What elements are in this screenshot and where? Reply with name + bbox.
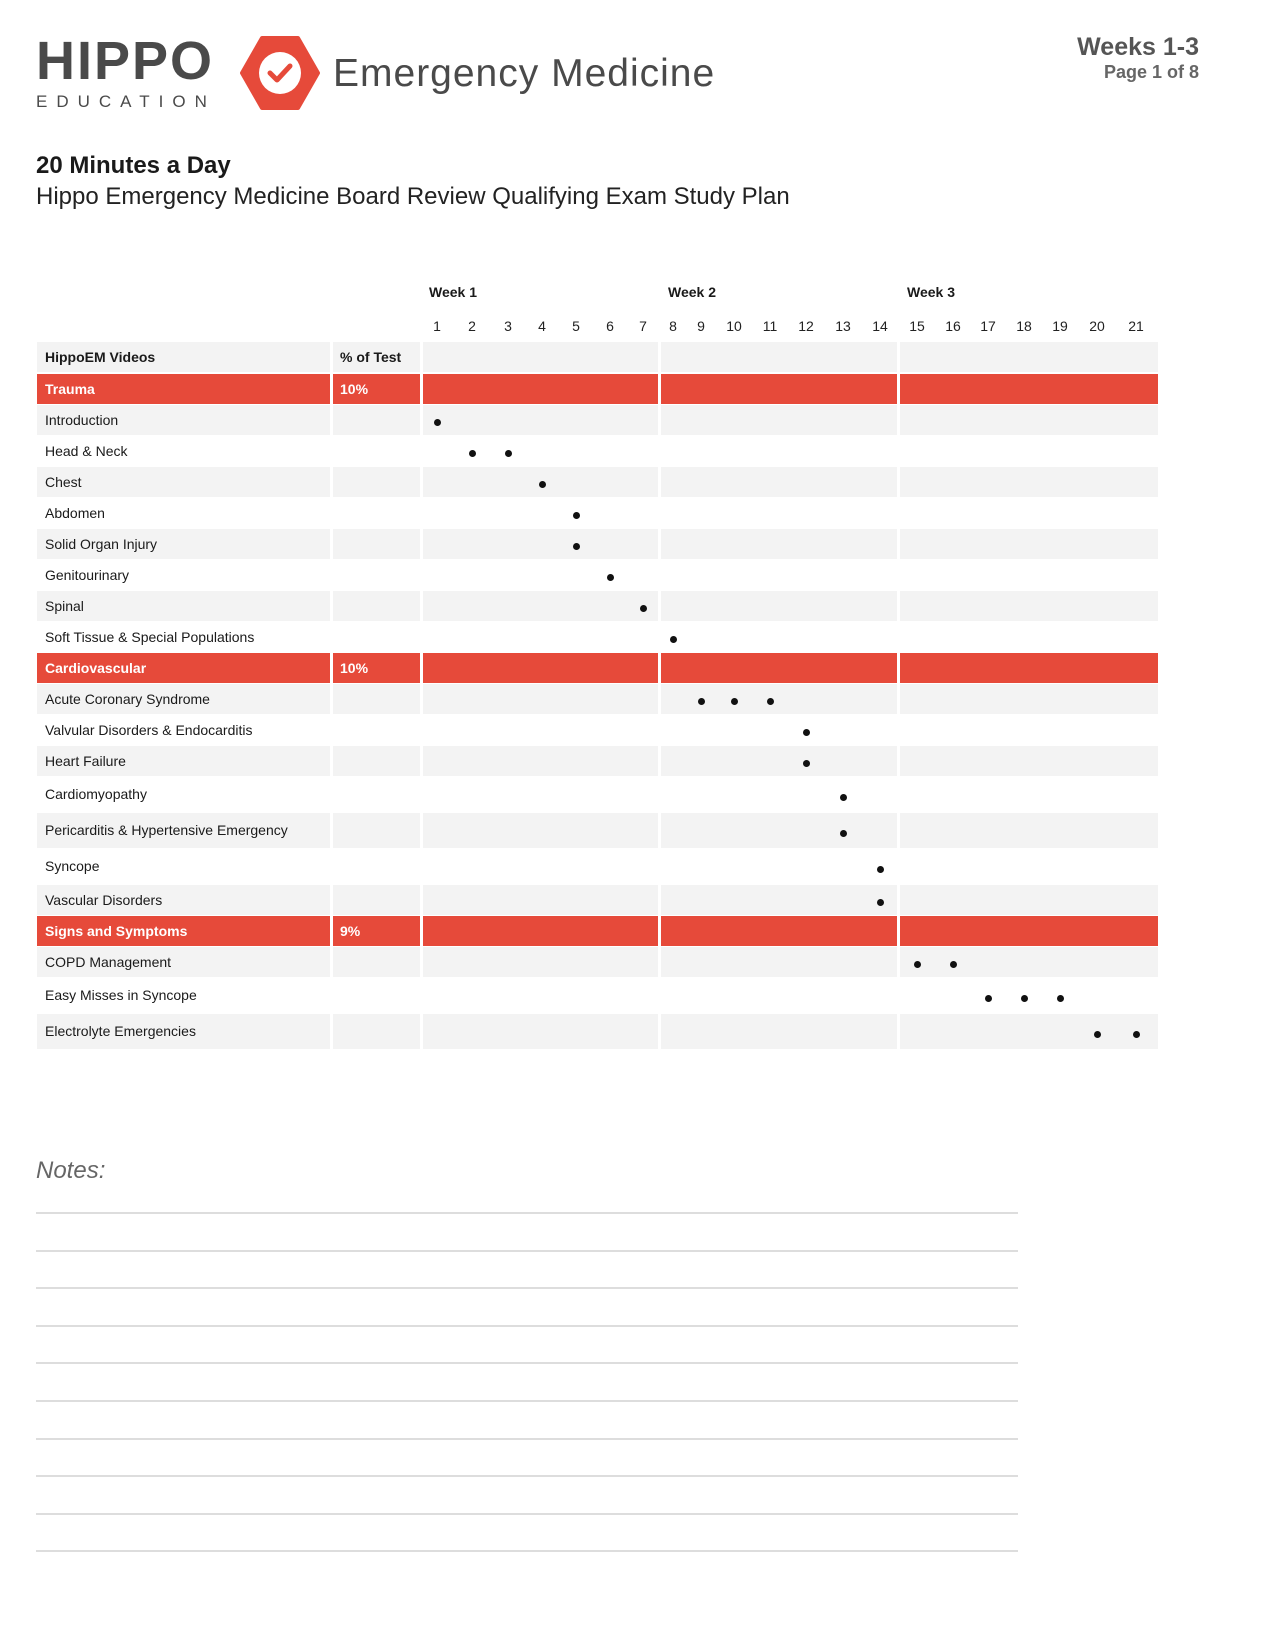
week-cell xyxy=(661,849,897,884)
week-cell xyxy=(661,591,897,621)
hippo-education-logo xyxy=(36,31,216,112)
week-cell xyxy=(900,916,1158,946)
scheduled-day-dot xyxy=(803,729,810,736)
video-title: Abdomen xyxy=(45,505,105,521)
week-cell xyxy=(900,529,1158,559)
page-number: Page 1 of 8 xyxy=(1103,62,1199,82)
page-subtitle: Hippo Emergency Medicine Board Review Qualifying Exam Study Plan xyxy=(36,183,790,210)
percent-cell xyxy=(333,1014,420,1049)
scheduled-day-dot xyxy=(767,698,774,705)
day-number: 15 xyxy=(909,318,925,334)
week-cell xyxy=(900,849,1158,884)
percent-cell xyxy=(333,885,420,915)
scheduled-day-dot xyxy=(1133,1031,1140,1038)
percent-cell xyxy=(333,560,420,590)
week-cell xyxy=(423,591,658,621)
week-cell xyxy=(900,374,1158,404)
note-line xyxy=(36,1287,1018,1289)
note-line xyxy=(36,1212,1018,1214)
day-number: 13 xyxy=(835,318,851,334)
scheduled-day-dot xyxy=(950,961,957,968)
day-number: 5 xyxy=(572,318,580,334)
day-number: 3 xyxy=(504,318,512,334)
week-cell xyxy=(661,1014,897,1049)
week-cell xyxy=(423,715,658,745)
video-title: Head & Neck xyxy=(45,443,128,459)
video-title: Pericarditis & Hypertensive Emergency xyxy=(45,822,288,838)
week-label: Week 2 xyxy=(668,284,716,300)
brand-name: Emergency Medicine xyxy=(333,52,716,95)
week-cell xyxy=(661,715,897,745)
video-title: Solid Organ Injury xyxy=(45,536,158,552)
scheduled-day-dot xyxy=(803,760,810,767)
week-cell xyxy=(900,653,1158,683)
note-line xyxy=(36,1362,1018,1364)
section-title: Trauma xyxy=(45,381,95,397)
week-cell xyxy=(423,978,658,1013)
percent-cell xyxy=(333,405,420,435)
week-cell xyxy=(661,498,897,528)
logo-subtitle: EDUCATION xyxy=(36,92,216,111)
video-title: COPD Management xyxy=(45,954,172,970)
section-title: Cardiovascular xyxy=(45,660,147,676)
day-number: 10 xyxy=(726,318,742,334)
percent-cell xyxy=(333,529,420,559)
day-number: 1 xyxy=(433,318,441,334)
scheduled-day-dot xyxy=(1094,1031,1101,1038)
week-cell xyxy=(423,529,658,559)
week-cell xyxy=(900,777,1158,812)
note-line xyxy=(36,1475,1018,1477)
scheduled-day-dot xyxy=(1057,995,1064,1002)
video-title: Heart Failure xyxy=(45,753,126,769)
test-percent: % of Test xyxy=(340,349,402,365)
week-cell xyxy=(423,885,658,915)
day-number: 8 xyxy=(669,318,677,334)
scheduled-day-dot xyxy=(698,698,705,705)
percent-cell xyxy=(333,591,420,621)
percent-cell xyxy=(333,813,420,848)
weeks-range: Weeks 1-3 xyxy=(1077,33,1199,61)
videos-column-header: HippoEM Videos xyxy=(45,349,156,365)
scheduled-day-dot xyxy=(434,419,441,426)
week-cell xyxy=(661,777,897,812)
scheduled-day-dot xyxy=(840,830,847,837)
video-title: Genitourinary xyxy=(45,567,130,583)
week-cell xyxy=(661,436,897,466)
video-title: Cardiomyopathy xyxy=(45,786,147,802)
test-percent: 10% xyxy=(340,381,369,397)
week-cell xyxy=(900,813,1158,848)
scheduled-day-dot xyxy=(539,481,546,488)
week-cell xyxy=(900,684,1158,714)
test-percent: 10% xyxy=(340,660,369,676)
week-cell xyxy=(661,885,897,915)
scheduled-day-dot xyxy=(670,636,677,643)
scheduled-day-dot xyxy=(877,866,884,873)
week-cell xyxy=(423,560,658,590)
percent-cell xyxy=(333,715,420,745)
video-title: Vascular Disorders xyxy=(45,892,163,908)
video-title: Acute Coronary Syndrome xyxy=(45,691,210,707)
scheduled-day-dot xyxy=(640,605,647,612)
day-number: 4 xyxy=(538,318,546,334)
day-number: 9 xyxy=(697,318,705,334)
video-title: Easy Misses in Syncope xyxy=(45,987,197,1003)
week-cell xyxy=(661,746,897,776)
logo-wordmark: HIPPO xyxy=(36,31,215,91)
day-number: 19 xyxy=(1052,318,1068,334)
week-cell xyxy=(900,1014,1158,1049)
scheduled-day-dot xyxy=(877,899,884,906)
video-title: Soft Tissue & Special Populations xyxy=(45,629,255,645)
week-cell xyxy=(423,342,658,372)
percent-cell xyxy=(333,777,420,812)
week-cell xyxy=(423,498,658,528)
percent-cell xyxy=(333,746,420,776)
week-cell xyxy=(900,467,1158,497)
percent-cell xyxy=(333,849,420,884)
scheduled-day-dot xyxy=(731,698,738,705)
week-cell xyxy=(423,436,658,466)
week-cell xyxy=(900,436,1158,466)
week-cell xyxy=(900,405,1158,435)
week-cell xyxy=(661,813,897,848)
percent-cell xyxy=(333,498,420,528)
week-cell xyxy=(900,498,1158,528)
section-title: Signs and Symptoms xyxy=(45,923,188,939)
day-number: 16 xyxy=(945,318,961,334)
note-line xyxy=(36,1250,1018,1252)
scheduled-day-dot xyxy=(607,574,614,581)
week-cell xyxy=(423,777,658,812)
day-number: 14 xyxy=(872,318,888,334)
percent-cell xyxy=(333,436,420,466)
week-cell xyxy=(900,947,1158,977)
video-title: Electrolyte Emergencies xyxy=(45,1023,196,1039)
day-number: 7 xyxy=(639,318,647,334)
day-number: 21 xyxy=(1128,318,1144,334)
week-cell xyxy=(661,947,897,977)
scheduled-day-dot xyxy=(573,543,580,550)
day-number: 6 xyxy=(606,318,614,334)
page-title: 20 Minutes a Day xyxy=(36,152,231,179)
notes-label: Notes: xyxy=(36,1157,106,1184)
week-cell xyxy=(661,916,897,946)
week-cell xyxy=(423,746,658,776)
check-badge-icon xyxy=(240,36,320,110)
video-title: Syncope xyxy=(45,858,100,874)
day-number: 11 xyxy=(762,318,778,334)
week-cell xyxy=(423,405,658,435)
week-cell xyxy=(423,622,658,652)
note-line xyxy=(36,1400,1018,1402)
day-number: 18 xyxy=(1016,318,1032,334)
week-cell xyxy=(900,622,1158,652)
video-title: Chest xyxy=(45,474,82,490)
note-line xyxy=(36,1513,1018,1515)
week-label: Week 3 xyxy=(907,284,955,300)
percent-cell xyxy=(333,978,420,1013)
week-cell xyxy=(900,885,1158,915)
week-cell xyxy=(900,591,1158,621)
week-cell xyxy=(661,529,897,559)
scheduled-day-dot xyxy=(914,961,921,968)
day-number: 17 xyxy=(980,318,996,334)
note-line xyxy=(36,1550,1018,1552)
week-cell xyxy=(423,947,658,977)
week-cell xyxy=(423,1014,658,1049)
video-title: Valvular Disorders & Endocarditis xyxy=(45,722,253,738)
percent-cell xyxy=(333,947,420,977)
week-cell xyxy=(900,715,1158,745)
week-cell xyxy=(423,916,658,946)
week-cell xyxy=(661,342,897,372)
day-number: 2 xyxy=(468,318,476,334)
percent-cell xyxy=(333,684,420,714)
scheduled-day-dot xyxy=(573,512,580,519)
week-cell xyxy=(900,342,1158,372)
week-cell xyxy=(661,978,897,1013)
scheduled-day-dot xyxy=(469,450,476,457)
week-cell xyxy=(661,405,897,435)
scheduled-day-dot xyxy=(985,995,992,1002)
week-cell xyxy=(900,978,1158,1013)
video-title: Spinal xyxy=(45,598,84,614)
test-percent: 9% xyxy=(340,923,361,939)
day-number: 12 xyxy=(798,318,814,334)
note-line xyxy=(36,1438,1018,1440)
percent-cell xyxy=(333,622,420,652)
week-cell xyxy=(423,374,658,404)
week-cell xyxy=(661,622,897,652)
week-cell xyxy=(900,560,1158,590)
week-cell xyxy=(423,653,658,683)
week-cell xyxy=(661,653,897,683)
week-cell xyxy=(900,746,1158,776)
video-title: Introduction xyxy=(45,412,119,428)
day-number: 20 xyxy=(1089,318,1105,334)
week-cell xyxy=(423,849,658,884)
week-label: Week 1 xyxy=(429,284,477,300)
percent-cell xyxy=(333,467,420,497)
week-cell xyxy=(423,684,658,714)
week-cell xyxy=(661,684,897,714)
week-cell xyxy=(661,374,897,404)
scheduled-day-dot xyxy=(505,450,512,457)
scheduled-day-dot xyxy=(1021,995,1028,1002)
week-cell xyxy=(661,467,897,497)
week-cell xyxy=(661,560,897,590)
note-line xyxy=(36,1325,1018,1327)
scheduled-day-dot xyxy=(840,794,847,801)
week-cell xyxy=(423,813,658,848)
